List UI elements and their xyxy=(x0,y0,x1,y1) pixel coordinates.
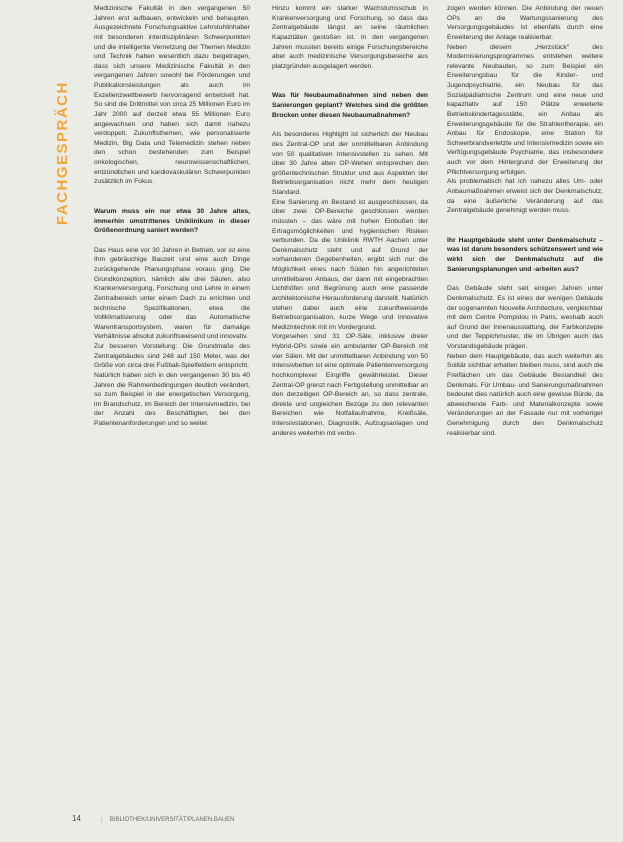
body-paragraph: Eine Sanierung im Bestand ist ausgeschlossen, da über zwei OP-Bereiche geschlossen werden müssten – das wäre mit hohen Einbußen der Ertragsmöglichkeiten und hygienischen Risiken verbunden. Da die Uniklinik RWTH Aachen unter Denkmalschutz steht und auf Grund der vorhandenen Gegebenheiten, ergibt sich nur die Möglichkeit eines nach Süden hin angerichteten unmittelbaren Anbaus, der dann mit eingebrachten Lichthöfen und Begrünung auch eine passende architektonische Herausforderung darstellt. Natürlich stehen dabei auch eine zukunftweisende Betriebsorganisation, kurze Wege und innovative Medizintechnik mit im Vordergrund. xyxy=(272,198,428,331)
interview-question: Was für Neubaumaßnahmen sind neben den Sanierungen geplant? Welches sind die größten Brocken unter diesen Neubaumaßnahmen? xyxy=(272,92,428,119)
body-paragraph: zogen werden können. Die Anbindung der neuen OPs an die Wartungssanierung des Versorgungsgebäudes ist ebenfalls durch eine Erweiterung der Anlage realisierbar. xyxy=(447,5,603,41)
page-footer xyxy=(72,814,235,823)
page-number: 14 xyxy=(72,814,81,823)
body-paragraph: Medizinische Fakultät in den vergangenen 50 Jahren erst aufbauen, entwickeln und behaupten. Ausgezeichnete Forschungsaktive Lehrstuhlinhaber mit besonderen interdisziplinären Schwerpunkten und die intelligente Vernetzung der Themen Medizin und Technik haben wesentlich dazu beigetragen, dass sich unsere Medizinische Fakultät in den vergangenen Jahren sowohl bei Förderungen und Publikationsleistungen als auch im Exzellenzwettbewerb hervorragend entwickelt hat. So sind die Drittmittel von circa 25 Millionen Euro im Jahr 2000 auf derzeit etwa 55 Millionen Euro angewachsen und haben sich damit nahezu verdoppelt. Zukunftsthemen, wie personalisierte Medizin, Big Data und Telemedizin stehen neben den schon bestehenden zum Beispiel onkologischen, neurowissenschaftlichen, entzündlichen und kardiovaskulären Schwerpunkten zusätzlich im Fokus. xyxy=(94,5,250,186)
body-paragraph: Das Haus eine vor 30 Jahren in Betrieb, vor ist eine Ihm gebräuchige Bauzeit und eine auch Dinge zurückgehende Planungsphase voraus ging. Die Grundkonzeption, nämlich alle drei Säulen, also Krankenversorgung, Forschung und Lehre in einem Zentralbereich unter einem Dach zu errichten und technische Spezifikationen, etwa die Vollklimatisierung oder das Automatische Warentransportsystem, waren für damalige Verhältnisse absolut zukunftsweisend und innovativ. xyxy=(94,246,250,341)
section-label: FACHGESPRÄCH xyxy=(54,81,71,225)
interview-question: Ihr Hauptgebäude steht unter Denkmalschutz – was ist darum besonders schützenswert und wie wirkt sich der Denkmalschutz auf die Sanierungsplanungen und -arbeiten aus? xyxy=(447,236,603,273)
body-paragraph: Als problematisch hat ich nahezu alles Um- oder Anbaumaßnahmen erweist sich der Denkmalschutz, da eine äußerliche Veränderung auf das Zentralgebäude genehmigt werden muss. xyxy=(447,178,603,215)
body-paragraph: Natürlich haben sich in den vergangenen 30 bis 40 Jahren die Rahmenbedingungen deutlich verändert, so zum Beispiel in der energetischen Versorgung, im Brandschutz, im Bereich der Intensivmedizin, bei der Anzahl des Beschäftigten, bei den Patientenanforderungen und so weiter. xyxy=(94,371,250,427)
text-column-2 xyxy=(272,4,428,438)
paragraph-spacer xyxy=(447,216,603,236)
footer-separator: | xyxy=(100,817,103,823)
interview-question: Warum muss ein nur etwa 30 Jahre altes, immerhin umstrittenes Uniklinikum in dieser Größenordnung saniert werden? xyxy=(94,207,250,235)
body-paragraph: Vorgesehen sind 31 OP-Säle, inklusive dreier Hybrid-OPs sowie ein ambulanter OP-Bereich mit vier Sälen. Mit der unmittelbaren Anbindung von 50 Intensivbetten ist eine optimale Patientenversorgung hochkomplexer Eingriffe gewährleistet. Dieser Zentral-OP grenzt nach Fertigstellung unmittelbar an den derzeitigen OP-Bereich an, so dass zentrale, direkte und ungleichen Bezüge zu den relevanten Bereichen wie Notfallaufnahme, Kreißsäle, Intensivstationen, Diagnostik, Aufzugsanlagen und anderes weiterhin mit verbo- xyxy=(272,333,428,437)
paragraph-spacer xyxy=(272,120,428,130)
section-tab xyxy=(0,0,76,842)
paragraph-spacer xyxy=(94,187,250,207)
body-paragraph: Hinzu kommt ein starker Wachstumsschub in Krankenversorgung und Forschung, so dass das Zentralgebäude längst an seine räumlichen Kapazitäten gestoßen ist. In den vergangenen Jahren mussten bereits einige Forschungsbereiche aber auch medizinische Versorgungsbereiche aus platzgründen ausgelagert werden. xyxy=(272,5,428,70)
paragraph-spacer xyxy=(272,71,428,91)
text-column-1 xyxy=(94,4,250,429)
body-paragraph: Das Gebäude steht seit einigen Jahren unter Denkmalschutz. Es ist eines der wenigen Gebäude der sogenannten Nouvelle Architecture, vergleichbar mit dem Centre Pompidou in Paris, weshalb auch auf Grund der Innenausstattung, der Farbkonzepte und der Teppichmuster, die im Übrigen auch das Vorstandsgebäude prägen. xyxy=(447,285,603,350)
body-paragraph: Neben dem Hauptgebäude, das auch weiterhin als Solitär sichtbar erhalten bleiben muss, sind auch die Freiflächen um das Gebäude Bestandteil des Denkmals. Für Umbau- und Sanierungsmaßnahmen bedeutet dies natürlich auch eine gewisse Bürde, da abweichende Farb- und Materialkonzepte sowie Veränderungen an der Fassade nur mit vorheriger Genehmigung durch den Denkmalschutz realisierbar sind. xyxy=(447,352,603,437)
text-column-3 xyxy=(447,4,603,438)
body-paragraph: Als besonderes Highlight ist sicherlich der Neubau des Zentral-OP und der unmittelbaren Anbindung von 50 qualitativen Intensivstellen zu sehen. Mit über 30 Jahre alten OP-Wehen entsprechen den größentechnischen Struktur und aus Aspekten der Betriebsorganisation nicht mehr dem heutigen Standard. xyxy=(272,131,428,196)
body-paragraph: Zur besseren Vorstellung: Die Grundmaße des Zentralgebäudes sind 248 auf 150 Meter, was der Größe von circa drei Fußball-Spielfeldern entspricht. xyxy=(94,343,250,370)
paragraph-spacer xyxy=(447,274,603,284)
publication-name: BIBLIOTHEK/UNIVERSITÄT/PLANEN.BAUEN xyxy=(109,817,235,823)
paragraph-spacer xyxy=(94,236,250,246)
body-paragraph: Neben diesem „Herzstück“ des Modernisierungsprogrammes entstehen weitere relevante Neubauten, so zum Beispiel ein Erweiterungsbau für die Kinder- und Jugendpsychiatrie, ein Neubau für das Sozialpädiatrische Zentrum und eine neue und kapazitativ auf 150 Plätze erweiterte Betriebskindertagesstätte, ein Anbau als Erweiterungsgebäude für die Strahlentherapie, ein Anbau für Endoskopie, eine Station für Schwerbrandverletzte und Intensivmedizin sowie ein Verfügungsgebäude Psychiatrie, das insbesondere auch vor dem Hintergrund der Erweiterung der Pflichtversorgung erfolgen. xyxy=(447,43,603,176)
